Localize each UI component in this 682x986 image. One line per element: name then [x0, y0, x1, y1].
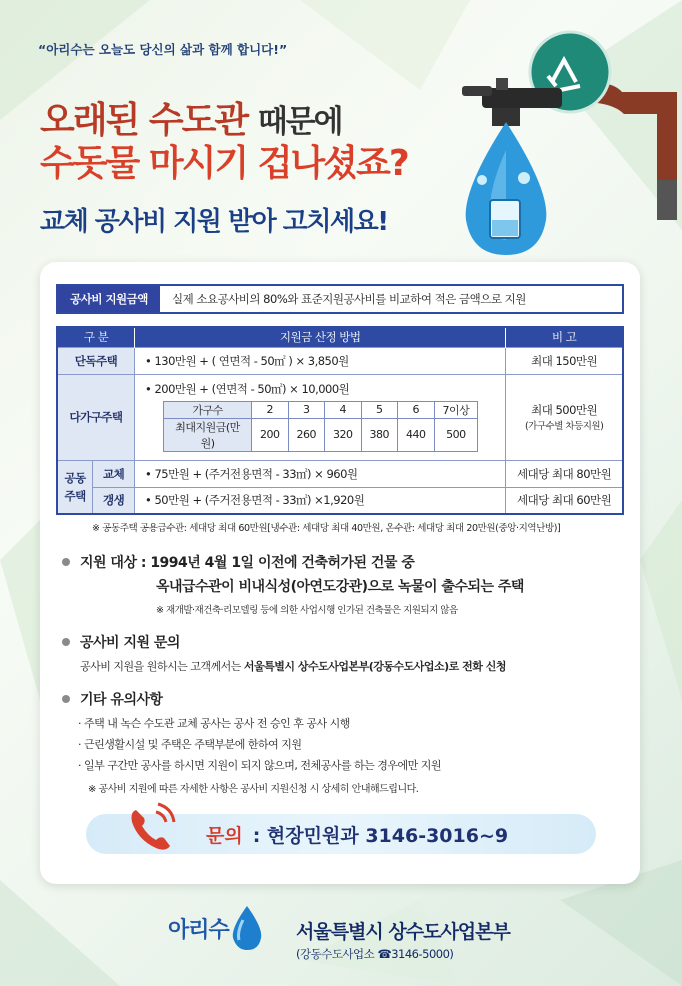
- single-method: 130만원 + ( 연면적 - 50㎡ ) × 3,850원: [154, 353, 349, 368]
- households-label: 가구수: [164, 401, 252, 418]
- slogan: “아리수는 오늘도 당신의 삶과 함께 합니다!”: [38, 42, 288, 57]
- target-line2: 옥내급수관이 비내식성(아연도강관)으로 녹물이 출수되는 주택: [156, 579, 524, 595]
- phone-icon: [126, 802, 178, 854]
- max-cell: 380: [361, 418, 398, 451]
- other-item: · 주택 내 녹슨 수도관 교체 공사는 공사 전 승인 후 공사 시행: [78, 717, 350, 730]
- table-row: • 200만원 + (연면적 - 50㎡) × 10,000원 가구수 2 3 4 5 6 7이상 최대지원금(만원) 200 260 320 380 440 500: [135, 374, 506, 460]
- organization: [296, 917, 510, 962]
- faucet-illustration: [452, 30, 682, 270]
- other-note: ※ 공사비 지원에 따른 자세한 사항은 공사비 지원신청 시 상세히 안내해드립니다.: [88, 784, 419, 795]
- headline-line3: 교체 공사비 지원 받아 고치세요!: [40, 207, 388, 237]
- water-drop-icon: [229, 904, 265, 952]
- amount-text: 실제 소요공사비의 80%와 표준지원공사비를 비교하여 적은 금액으로 지원: [172, 292, 526, 306]
- replace-method: 75만원 + (주거전용면적 - 33㎡) × 960원: [154, 466, 358, 481]
- renew-method: 50만원 + (주거전용면적 - 33㎡) ×1,920원: [154, 493, 365, 508]
- amount-label: 공사비 지원금액: [58, 286, 160, 312]
- row-multi-label: 다가구주택: [57, 374, 135, 460]
- max-cell: 260: [288, 418, 325, 451]
- households-cell: 2: [252, 401, 289, 418]
- headline-red: 오래된 수도관: [40, 100, 248, 141]
- other-item: · 근린생활시설 및 주택은 주택부분에 한하여 지원: [78, 738, 302, 751]
- renew-note: 세대당 최대 60만원: [506, 487, 623, 514]
- multi-note-cell: [506, 374, 623, 460]
- households-cell: 5: [361, 401, 398, 418]
- multi-note-sub: (가구수별 차등지원): [524, 421, 604, 432]
- target-title: 지원 대상 : 1994년 4월 1일 이전에 건축허가된 건물 중: [80, 555, 415, 571]
- max-cell: 320: [325, 418, 362, 451]
- households-cell: 4: [325, 401, 362, 418]
- other-item: · 일부 구간만 공사를 하시면 지원이 되지 않으며, 전체공사를 하는 경우에만 지원: [78, 759, 441, 772]
- contact-value: : 현장민원과 3146-3016~9: [252, 824, 509, 847]
- arisu-logo: [168, 904, 265, 952]
- table-row: • 50만원 + (주거전용면적 - 33㎡) ×1,920원: [135, 487, 506, 514]
- row-single-label: 단독주택: [57, 347, 135, 374]
- inquiry-text-bold: 서울특별시 상수도사업본부(강동수도사업소)로 전화 신청: [243, 660, 506, 673]
- household-table: [163, 401, 478, 452]
- org-name: 서울특별시 상수도사업본부: [296, 921, 510, 943]
- header-note: 비 고: [506, 327, 623, 347]
- households-cell: 7이상: [434, 401, 478, 418]
- max-cell: 200: [252, 418, 289, 451]
- info-card: [40, 262, 640, 884]
- headline-line2: 수돗물 마시기 겁나셨죠?: [40, 143, 408, 184]
- households-cell: 6: [398, 401, 435, 418]
- amount-box: [56, 284, 624, 314]
- org-sub: (강동수도사업소 ☎3146-5000): [296, 947, 454, 961]
- inquiry-text: [80, 658, 506, 674]
- shared-label-b: 주택: [64, 488, 86, 503]
- headline: [40, 100, 408, 185]
- replace-label: 교체: [93, 460, 135, 487]
- table-row: • 75만원 + (주거전용면적 - 33㎡) × 960원: [135, 460, 506, 487]
- bullet-icon: [62, 558, 70, 566]
- target-title-row: [62, 552, 414, 572]
- table-footnote: ※ 공동주택 공용급수관: 세대당 최대 60만원[냉수관: 세대당 최대 40만원, 온수관: 세대당 최대 20만원(중앙·지역난방)]: [92, 523, 561, 534]
- renew-label: 갱생: [93, 487, 135, 514]
- max-cell: 440: [398, 418, 435, 451]
- max-cell: 500: [434, 418, 478, 451]
- inquiry-title: 공사비 지원 문의: [80, 635, 180, 651]
- bullet-icon: [62, 695, 70, 703]
- table-row: • 130만원 + ( 연면적 - 50㎡ ) × 3,850원: [135, 347, 506, 374]
- households-cell: 3: [288, 401, 325, 418]
- logo-text: 아리수: [168, 917, 229, 943]
- inquiry-text-plain: 공사비 지원을 원하시는 고객께서는: [80, 660, 241, 673]
- shared-label-a: 공동: [64, 470, 86, 485]
- row-shared-label: [57, 460, 93, 514]
- bullet-icon: [62, 638, 70, 646]
- replace-note: 세대당 최대 80만원: [506, 460, 623, 487]
- headline-dark: 때문에: [257, 104, 342, 140]
- support-table: [56, 326, 624, 515]
- other-title: 기타 유의사항: [80, 692, 163, 708]
- single-note: 최대 150만원: [506, 347, 623, 374]
- target-note: ※ 재개발·재건축·리모델링 등에 의한 사업시행 인가된 건축물은 지원되지 않음: [156, 605, 458, 616]
- max-label: 최대지원금(만원): [164, 418, 252, 451]
- header-category: 구 분: [57, 327, 135, 347]
- multi-method: 200만원 + (연면적 - 50㎡) × 10,000원: [154, 381, 350, 396]
- contact-label: 문의: [206, 824, 243, 847]
- multi-note: 최대 500만원: [531, 403, 598, 417]
- other-title-row: [62, 689, 163, 709]
- inquiry-title-row: [62, 632, 180, 652]
- header-method: 지원금 산정 방법: [135, 327, 506, 347]
